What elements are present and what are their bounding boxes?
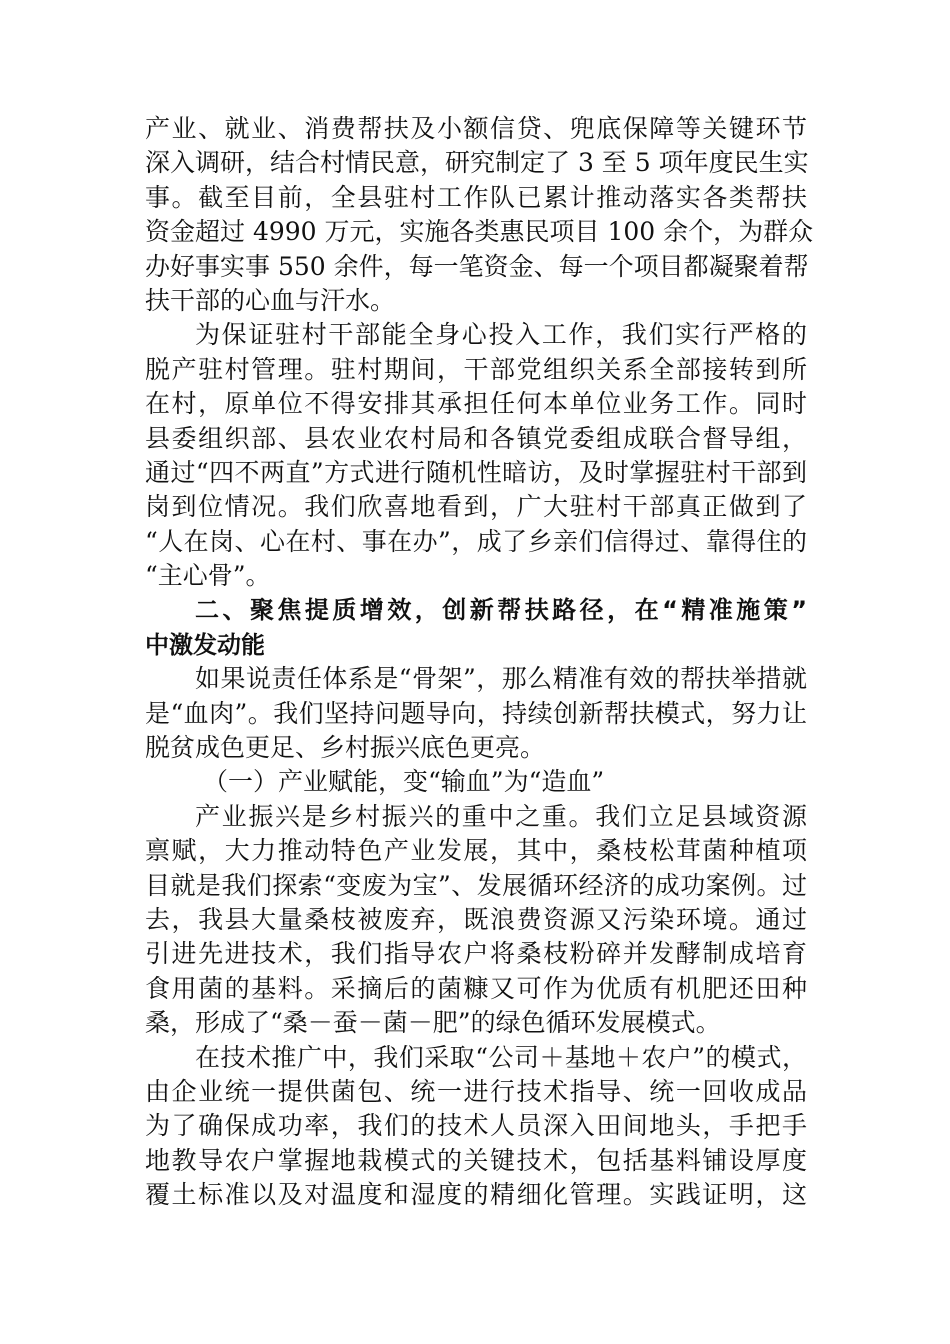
- text-line: 产业、就业、消费帮扶及小额信贷、兜底保障等关键环节: [145, 114, 807, 143]
- section-heading-continued: 中激发动能: [145, 630, 265, 659]
- text-line: 事。截至目前，全县驻村工作队已累计推动落实各类帮扶: [145, 182, 807, 212]
- text-line: 是“血肉”。我们坚持问题导向，持续创新帮扶模式，努力让: [145, 698, 807, 728]
- text-line: 深入调研，结合村情民意，研究制定了 3 至 5 项年度民生实: [145, 148, 809, 178]
- text-line: 目就是我们探索“变废为宝”、发展循环经济的成功案例。过: [145, 870, 807, 900]
- document-body: [145, 112, 814, 1213]
- text-line: “主心骨”。: [145, 561, 271, 591]
- text-line: 县委组织部、县农业农村局和各镇党委组成联合督导组，: [145, 423, 807, 453]
- text-line: “人在岗、心在村、事在办”，成了乡亲们信得过、靠得住的: [145, 526, 807, 556]
- text-line: 脱贫成色更足、乡村振兴底色更亮。: [145, 733, 546, 763]
- text-line: 办好事实事 550 余件，每一笔资金、每一个项目都凝聚着帮: [145, 251, 809, 281]
- text-line: 地教导农户掌握地栽模式的关键技术，包括基料铺设厚度: [145, 1145, 807, 1175]
- text-line: 由企业统一提供菌包、统一进行技术指导、统一回收成品: [145, 1076, 807, 1106]
- subsection-heading: （一）产业赋能，变“输血”为“造血”: [203, 767, 605, 797]
- text-line: 禀赋，大力推动特色产业发展，其中，桑枝松茸菌种植项: [145, 836, 807, 866]
- text-line: 通过“四不两直”方式进行随机性暗访，及时掌握驻村干部到: [145, 457, 807, 487]
- text-line: 扶干部的心血与汗水。: [145, 285, 396, 315]
- text-line: 桑，形成了“桑－蚕－菌－肥”的绿色循环发展模式。: [145, 1008, 721, 1038]
- text-line: 资金超过 4990 万元，实施各类惠民项目 100 余个，为群众: [145, 217, 814, 247]
- paragraph-first-line: 为保证驻村干部能全身心投入工作，我们实行严格的: [195, 320, 807, 350]
- paragraph-first-line: 如果说责任体系是“骨架”，那么精准有效的帮扶举措就: [195, 664, 807, 694]
- text-line: 脱产驻村管理。驻村期间，干部党组织关系全部接转到所: [145, 354, 807, 384]
- text-line: 岗到位情况。我们欣喜地看到，广大驻村干部真正做到了: [145, 492, 807, 522]
- text-line: 引进先进技术，我们指导农户将桑枝粉碎并发酵制成培育: [145, 939, 807, 969]
- text-line: 去，我县大量桑枝被废弃，既浪费资源又污染环境。通过: [145, 904, 807, 934]
- text-line: 在村，原单位不得安排其承担任何本单位业务工作。同时: [145, 389, 807, 419]
- text-line: 覆土标准以及对温度和湿度的精细化管理。实践证明，这: [145, 1180, 807, 1210]
- section-heading: 二、聚焦提质增效，创新帮扶路径，在“精准施策”: [195, 596, 807, 625]
- text-line: 食用菌的基料。采摘后的菌糠又可作为优质有机肥还田种: [145, 973, 807, 1003]
- paragraph-first-line: 产业振兴是乡村振兴的重中之重。我们立足县域资源: [195, 801, 807, 831]
- text-line: 为了确保成功率，我们的技术人员深入田间地头，手把手: [145, 1111, 807, 1141]
- paragraph-first-line: 在技术推广中，我们采取“公司＋基地＋农户”的模式，: [195, 1042, 807, 1072]
